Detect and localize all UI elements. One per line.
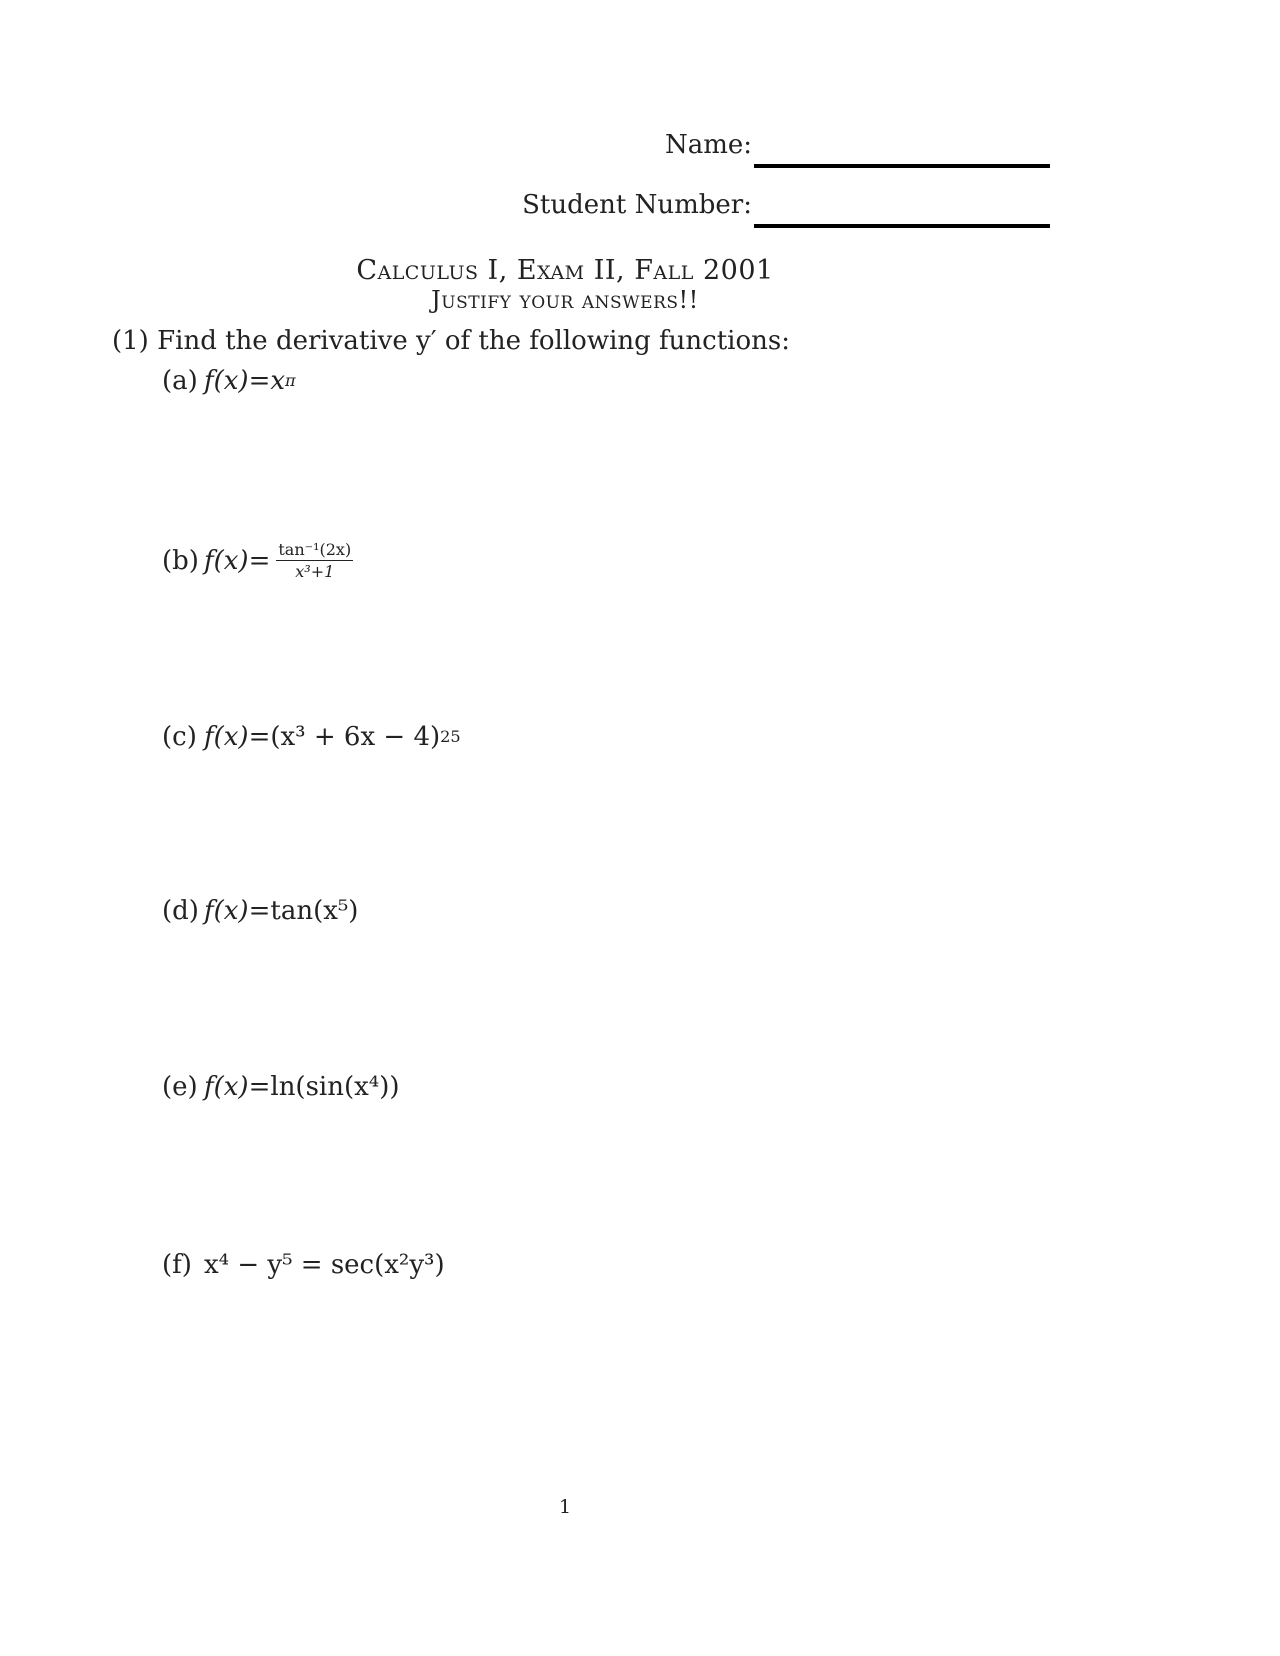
question-1: (1) Find the derivative y′ of the following functions: [112,326,790,356]
name-blank-line [754,164,1050,168]
page-number: 1 [558,1496,572,1518]
part-d-label: (d) [162,896,199,926]
part-f-label: (f) [162,1250,192,1280]
part-a-label: (a) [162,366,198,396]
part-d-body: tan(x⁵) [270,896,359,926]
part-a-lhs: f(x) [204,366,249,396]
exam-title: Calculus I, Exam II, Fall 2001 [356,255,774,286]
part-b-label: (b) [162,545,199,576]
part-b-lhs: f(x) [204,545,249,576]
student-number-label: Student Number: [522,190,752,220]
part-b-fraction [276,540,353,581]
part-f [162,1250,445,1280]
part-a-base: x [270,366,286,396]
part-e-label: (e) [162,1072,198,1102]
student-number-blank-line [754,224,1050,228]
part-e-lhs: f(x) [204,1072,249,1102]
part-e-body: ln(sin(x⁴)) [270,1072,400,1102]
part-e-eq: = [248,1072,271,1102]
part-a: (a) f(x) = x π [162,366,296,396]
part-d [162,896,358,926]
part-f-body: x⁴ − y⁵ = sec(x²y³) [204,1250,445,1280]
student-number-field [522,190,1050,220]
name-field [665,130,1050,160]
part-b-numerator: tan⁻¹(2x) [278,540,352,559]
part-c-label: (c) [162,722,197,752]
part-c-eq: = [248,722,271,752]
part-c: (c) f(x) = (x³ + 6x − 4) 25 [162,722,461,752]
part-b [162,540,353,581]
part-b-denominator: x³+1 [295,562,335,581]
part-d-lhs: f(x) [204,896,249,926]
part-c-lhs: f(x) [204,722,249,752]
exam-instruction: Justify your answers!! [431,286,699,314]
part-e [162,1072,400,1102]
part-a-eq: = [248,366,271,396]
part-b-eq: = [248,545,271,576]
name-label: Name: [664,130,752,160]
part-d-eq: = [248,896,271,926]
part-c-body: (x³ + 6x − 4) [270,722,441,752]
